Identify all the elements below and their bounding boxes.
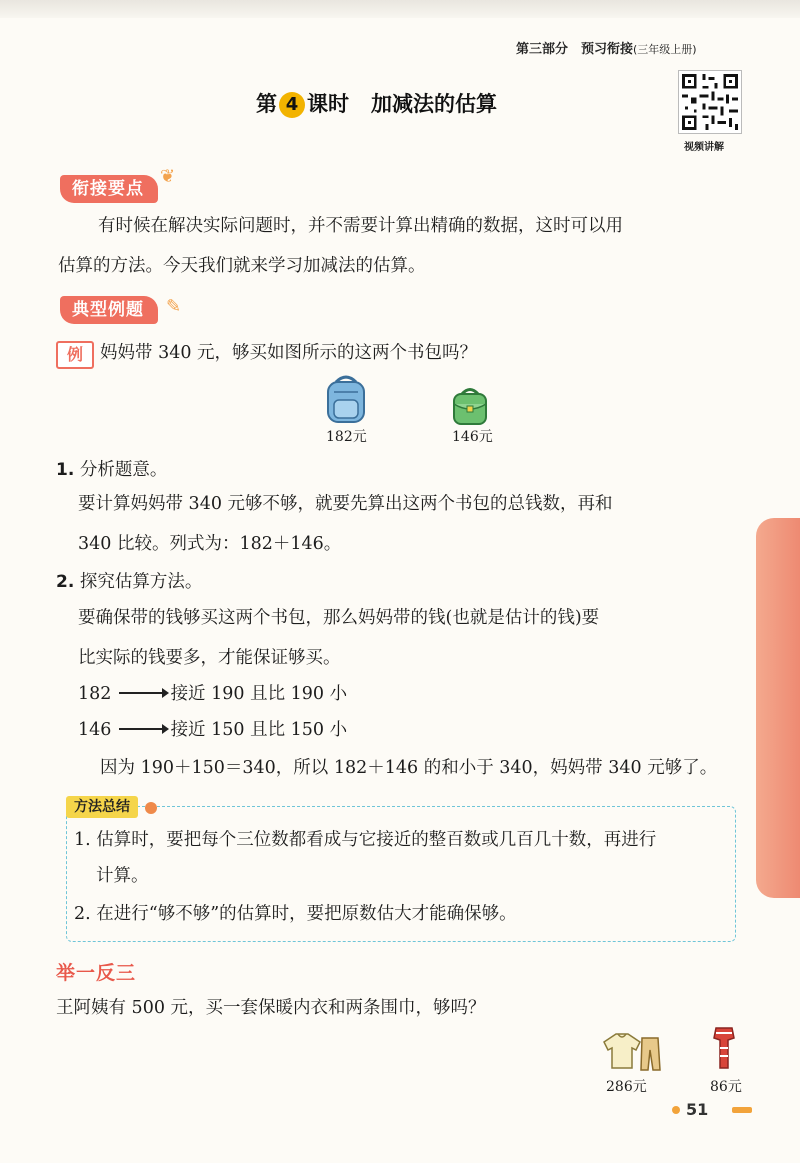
- step-2-line-1: 要确保带的钱够买这两个书包，那么妈妈带的钱(也就是估计的钱)要: [78, 608, 600, 628]
- method-line-2: 计算。: [96, 866, 149, 886]
- blue-backpack-icon: [322, 372, 370, 424]
- underwear-price: 286元: [606, 1079, 647, 1095]
- page-dot-icon: [672, 1106, 680, 1114]
- side-tab: [756, 518, 800, 898]
- qr-caption: 视频讲解: [684, 142, 724, 153]
- intro-line-1: 有时候在解决实际问题时，并不需要计算出精确的数据，这时可以用: [98, 216, 623, 236]
- blue-backpack-price: 182元: [326, 429, 367, 445]
- lesson-number-badge: 4: [279, 92, 305, 118]
- intro-line-2: 估算的方法。今天我们就来学习加减法的估算。: [58, 256, 426, 276]
- lesson-suffix: 课时: [307, 92, 349, 116]
- example-banner: 典型例题: [60, 296, 158, 324]
- step-2-line-2: 比实际的钱要多，才能保证够买。: [78, 648, 341, 668]
- page-number: 51: [686, 1100, 709, 1119]
- section-tag: [516, 38, 697, 57]
- method-line-3: 2. 在进行“够不够”的估算时，要把原数估大才能确保够。: [74, 904, 517, 924]
- approx-text: 接近 190 且比 190 小: [170, 684, 348, 704]
- step-2-number: 2.: [56, 572, 75, 592]
- step-1-line-2: 340 比较。列式为：182＋146。: [78, 534, 342, 554]
- bullet-dot-icon: [145, 802, 157, 814]
- right-arrow-icon: [119, 692, 163, 694]
- practice-heading: 举一反三: [56, 962, 137, 984]
- scarf-icon: [710, 1024, 740, 1072]
- method-summary-tag: 方法总结: [66, 796, 138, 818]
- step-1-number: 1.: [56, 460, 75, 480]
- scarf-price: 86元: [710, 1079, 742, 1095]
- approx-value: 146: [78, 720, 112, 740]
- approx-value: 182: [78, 684, 112, 704]
- page-bar-icon: [732, 1107, 752, 1113]
- qr-code-icon[interactable]: [678, 70, 742, 134]
- step-2-heading: [56, 564, 202, 600]
- lesson-topic: 加减法的估算: [371, 92, 497, 116]
- approx-row-1: [78, 676, 347, 712]
- approx-text: 接近 150 且比 150 小: [170, 720, 348, 740]
- example-tag: 例: [56, 341, 94, 369]
- key-points-banner: 衔接要点: [60, 175, 158, 203]
- step-2-title: 探究估算方法。: [79, 572, 203, 592]
- grade-label: (三年级上册): [633, 43, 697, 56]
- green-backpack-icon: [450, 384, 490, 426]
- thermal-underwear-icon: [598, 1028, 664, 1072]
- method-line-1: 1. 估算时，要把每个三位数都看成与它接近的整百数或几百几十数，再进行: [74, 830, 657, 850]
- pencil-deco-icon: ✎: [166, 296, 182, 317]
- lesson-prefix: 第: [256, 92, 277, 116]
- step-2-conclusion: 因为 190＋150＝340，所以 182＋146 的和小于 340，妈妈带 340 元够了。: [100, 758, 718, 778]
- section-label: 第三部分 预习衔接: [516, 42, 634, 57]
- practice-question: 王阿姨有 500 元，买一套保暖内衣和两条围巾，够吗？: [56, 998, 486, 1018]
- example-question: 妈妈带 340 元，够买如图所示的这两个书包吗？: [100, 343, 478, 363]
- right-arrow-icon: [119, 728, 163, 730]
- page-top-edge: [0, 0, 800, 18]
- leaf-deco-icon: ❦: [160, 166, 176, 187]
- approx-row-2: [78, 712, 347, 748]
- green-backpack-price: 146元: [452, 429, 493, 445]
- lesson-title: [256, 88, 497, 118]
- step-1-title: 分析题意。: [79, 460, 168, 480]
- step-1-heading: [56, 452, 167, 488]
- step-1-line-1: 要计算妈妈带 340 元够不够，就要先算出这两个书包的总钱数，再和: [78, 494, 613, 514]
